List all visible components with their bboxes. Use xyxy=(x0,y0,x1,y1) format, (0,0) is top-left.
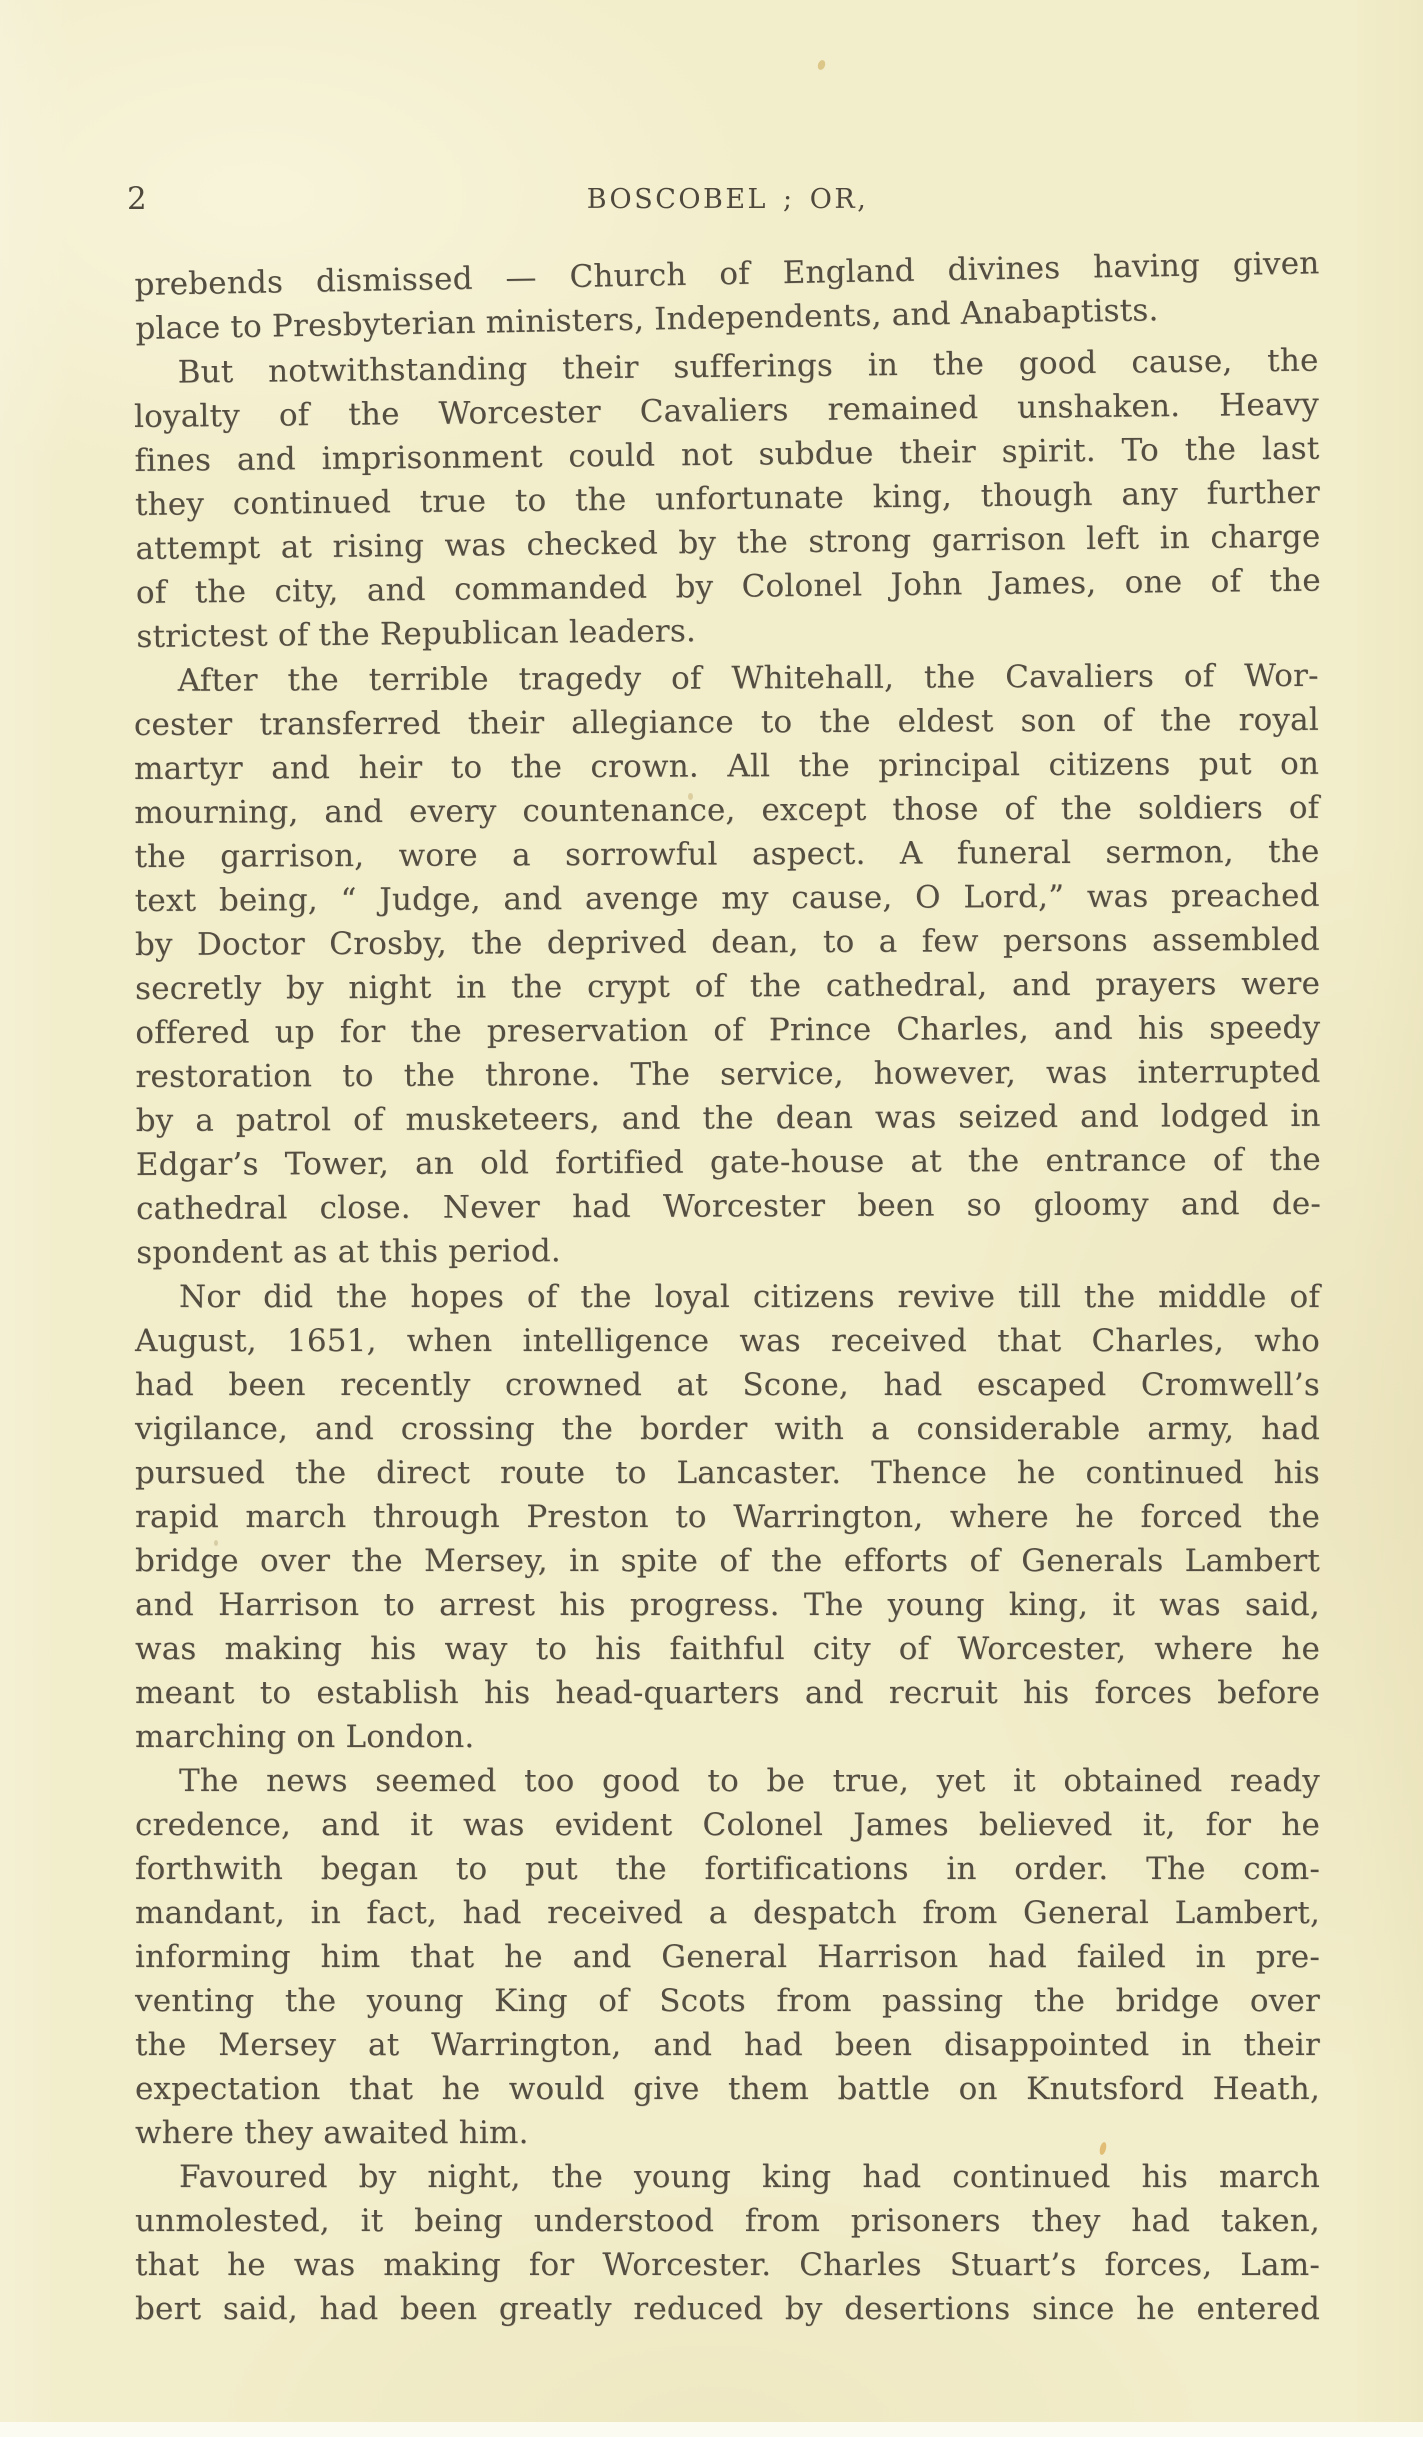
text-line: marching on London. xyxy=(135,1719,475,1755)
text-line: Edgar’s Tower, an old fortified gate-house at the entrance of the xyxy=(135,1141,1321,1183)
text-line: forthwith began to put the fortifications in order. The com- xyxy=(135,1851,1320,1887)
text-line: and Harrison to arrest his progress. The young king, it was said, xyxy=(135,1587,1320,1623)
text-line: Nor did the hopes of the loyal citizens revive till the middle of xyxy=(179,1279,1320,1315)
text-line: cester transferred their allegiance to the eldest son of the royal xyxy=(133,701,1320,744)
text-line: the garrison, wore a sorrowful aspect. A funeral sermon, the xyxy=(134,833,1320,876)
text-line: mourning, and every countenance, except those of the soldiers of xyxy=(134,789,1320,832)
text-line: place to Presbyterian ministers, Independents, and Anabaptists. xyxy=(135,292,1159,347)
text-line: fines and imprisonment could not subdue their spirit. To the last xyxy=(134,430,1320,480)
text-line: unmolested, it being understood from prisoners they had taken, xyxy=(135,2203,1320,2239)
text-line: rapid march through Preston to Warrington, where he forced the xyxy=(135,1499,1320,1535)
text-line: strictest of the Republican leaders. xyxy=(136,613,697,655)
text-line: prebends dismissed — Church of England divines having given xyxy=(134,245,1320,304)
text-line: expectation that he would give them battle on Knutsford Heath, xyxy=(135,2071,1320,2107)
paragraph xyxy=(135,1759,1320,2155)
paragraph xyxy=(133,339,1321,659)
text-line: attempt at rising was checked by the strong garrison left in charge xyxy=(135,518,1321,567)
text-line: of the city, and commanded by Colonel John James, one of the xyxy=(135,562,1322,611)
text-line: martyr and heir to the crown. All the principal citizens put on xyxy=(134,745,1320,788)
text-line: by a patrol of musketeers, and the dean was seized and lodged in xyxy=(135,1097,1321,1139)
running-title: BOSCOBEL ; OR, xyxy=(586,184,869,215)
text-line: had been recently crowned at Scone, had escaped Cromwell’s xyxy=(135,1367,1320,1403)
text-line: by Doctor Crosby, the deprived dean, to a few persons assembled xyxy=(134,921,1320,964)
text-line: offered up for the preservation of Prince Charles, and his speedy xyxy=(135,1009,1321,1051)
text-line: was making his way to his faithful city of Worcester, where he xyxy=(135,1631,1320,1667)
text-line: Favoured by night, the young king had continued his march xyxy=(179,2159,1320,2195)
text-line: where they awaited him. xyxy=(135,2115,529,2151)
paragraph xyxy=(135,1275,1320,1759)
text-line: loyalty of the Worcester Cavaliers remained unshaken. Heavy xyxy=(133,386,1320,436)
text-line: bridge over the Mersey, in spite of the efforts of Generals Lambert xyxy=(135,1543,1320,1579)
text-line: The news seemed too good to be true, yet it obtained ready xyxy=(179,1763,1320,1799)
paper-stain-speck xyxy=(688,793,693,800)
paragraph xyxy=(135,2155,1320,2331)
text-line: vigilance, and crossing the border with a considerable army, had xyxy=(135,1411,1320,1447)
paragraph xyxy=(134,241,1320,351)
text-line: meant to establish his head-quarters and recruit his forces before xyxy=(135,1675,1320,1711)
paragraph xyxy=(134,654,1322,1275)
page-text-block xyxy=(133,245,1322,2331)
text-line: mandant, in fact, had received a despatch from General Lambert, xyxy=(135,1895,1320,1931)
text-line: text being, “ Judge, and avenge my cause, O Lord,” was preached xyxy=(134,877,1320,920)
page-bottom-edge xyxy=(0,2422,1423,2437)
text-line: restoration to the throne. The service, however, was interrupted xyxy=(135,1053,1321,1095)
text-line: spondent as at this period. xyxy=(136,1233,561,1271)
text-line: August, 1651, when intelligence was received that Charles, who xyxy=(135,1323,1320,1359)
paper-stain-speck xyxy=(817,59,827,71)
text-line: pursued the direct route to Lancaster. Thence he continued his xyxy=(135,1455,1320,1491)
page-number: 2 xyxy=(127,181,147,217)
text-line: But notwithstanding their sufferings in the good cause, the xyxy=(177,342,1319,391)
page-header xyxy=(127,180,1320,224)
text-line: credence, and it was evident Colonel James believed it, for he xyxy=(135,1807,1320,1843)
text-line: informing him that he and General Harrison had failed in pre- xyxy=(135,1939,1320,1975)
paper-stain-speck xyxy=(214,1540,218,1546)
text-line: After the terrible tragedy of Whitehall, the Cavaliers of Wor- xyxy=(177,657,1319,699)
text-line: the Mersey at Warrington, and had been disappointed in their xyxy=(135,2027,1320,2063)
text-line: cathedral close. Never had Worcester been so gloomy and de- xyxy=(135,1185,1322,1227)
text-line: that he was making for Worcester. Charles Stuart’s forces, Lam- xyxy=(135,2247,1320,2283)
text-line: venting the young King of Scots from passing the bridge over xyxy=(135,1983,1320,2019)
text-line: secretly by night in the crypt of the cathedral, and prayers were xyxy=(135,965,1321,1007)
text-line: they continued true to the unfortunate king, though any further xyxy=(134,474,1321,523)
text-line: bert said, had been greatly reduced by desertions since he entered xyxy=(135,2291,1320,2327)
